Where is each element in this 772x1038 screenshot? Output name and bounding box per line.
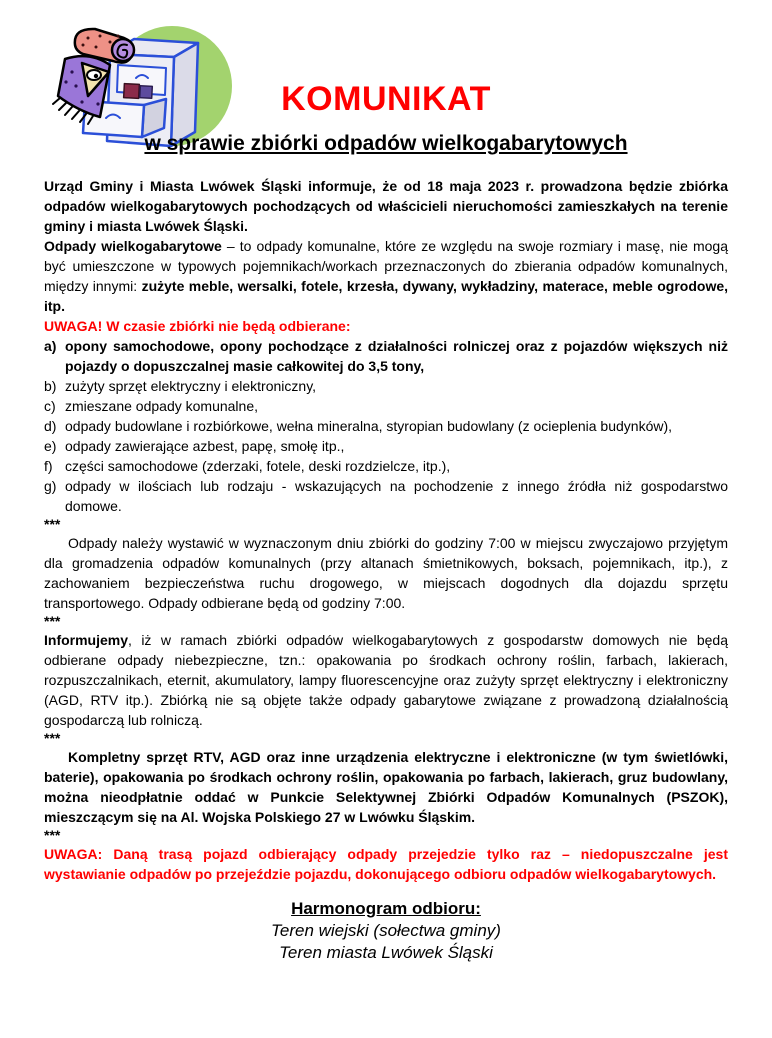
- placement-paragraph: Odpady należy wystawić w wyznaczonym dniu zbiórki do godziny 7:00 w miejscu zwyczajowo przyjętym dla gromadzenia odpadów komunalnych (przy altanach śmietnikowych, boksach, pojemnikach, itp.), z zachowaniem bezpieczeństwa ruchu drogowego, w miejscach dogodnych dla dojazdu sprzętu transportowego. Odpady odbierane będą od godziny 7:00.: [44, 535, 728, 611]
- schedule-area-rural: Teren wiejski (sołectwa gminy): [271, 921, 501, 940]
- list-item-marker: b): [44, 378, 57, 394]
- section-separator: ***: [44, 730, 61, 746]
- list-item-text: odpady budowlane i rozbiórkowe, wełna mineralna, styropian budowlany (z ocieplenia budynków),: [65, 418, 673, 434]
- route-warning-paragraph: UWAGA: Daną trasą pojazd odbierający odpady przejedzie tylko raz – niedopuszczalne jest wystawianie odpadów po przejeździe pojazdu, dokonującego odbioru odpadów wielkogabarytowych.: [44, 846, 728, 882]
- document-body: [0, 176, 772, 964]
- intro-paragraph: Urząd Gminy i Miasta Lwówek Śląski informuje, że od 18 maja 2023 r. prowadzona będzie zbiórka odpadów wielkogabarytowych pochodzących od właścicieli nieruchomości zamieszkałych na terenie gminy i miasta Lwówek Śląski.: [44, 178, 728, 234]
- page-subtitle: w sprawie zbiórki odpadów wielkogabarytowych: [144, 132, 628, 155]
- list-item-text: odpady w ilościach lub rodzaju - wskazujących na pochodzenie z innego źródła niż gospodarstwo domowe.: [65, 478, 728, 514]
- definition-term: Odpady wielkogabarytowe: [44, 238, 222, 254]
- page-title: KOMUNIKAT: [281, 80, 491, 118]
- list-item-f: [44, 456, 728, 476]
- warning-heading: UWAGA! W czasie zbiórki nie będą odbierane:: [44, 318, 351, 334]
- document-header: [0, 0, 772, 176]
- list-item-d: [44, 416, 728, 436]
- pszok-paragraph: Kompletny sprzęt RTV, AGD oraz inne urządzenia elektryczne i elektroniczne (w tym świetlówki, baterie), opakowania po środkach ochrony roślin, opakowania po farbach, lakierach, gruz budowlany, można nieodpłatnie oddać w Punkcie Selektywnej Zbiórki Odpadów Komunalnych (PSZOK), mieszczącym się na Al. Wojska Polskiego 27 w Lwówku Śląskim.: [44, 749, 728, 825]
- list-item-marker: a): [44, 338, 57, 354]
- info-lead: Informujemy: [44, 632, 129, 648]
- list-item-text: opony samochodowe, opony pochodzące z działalności rolniczej oraz z pojazdów większych niż pojazdy o dopuszczalnej masie całkowitej do 3,5 tony,: [65, 338, 728, 374]
- list-item-text: zużyty sprzęt elektryczny i elektroniczny,: [65, 378, 317, 394]
- list-item-c: [44, 396, 728, 416]
- section-separator: ***: [44, 516, 61, 532]
- list-item-text: części samochodowe (zderzaki, fotele, deski rozdzielcze, itp.),: [65, 458, 451, 474]
- list-item-marker: e): [44, 438, 57, 454]
- definition-examples: zużyte meble, wersalki, fotele, krzesła, dywany, wykładziny, materace, meble ogrodowe, itp.: [44, 278, 729, 314]
- list-item-b: [44, 376, 728, 396]
- list-item-g: [44, 476, 728, 516]
- list-item-marker: c): [44, 398, 56, 414]
- info-text: , iż w ramach zbiórki odpadów wielkogabarytowych z gospodarstw domowych nie będą odbierane odpady niebezpieczne, tzn.: opakowania po środkach ochrony roślin, farbach, lakierach, rozpuszczalnikach, eternit, akumulatory, lampy fluorescencyjne oraz zużyty sprzęt elektryczny i elektroniczny (AGD, RTV itp.). Zbiórką nie są objęte także odpady gabarytowe związane z prowadzoną działalnością gospodarczą lub rolniczą.: [44, 632, 728, 728]
- list-item-a: [44, 336, 728, 376]
- list-item-text: odpady zawierające azbest, papę, smołę itp.,: [65, 438, 345, 454]
- section-separator: ***: [44, 827, 61, 843]
- section-separator: ***: [44, 613, 61, 629]
- excluded-items-list: [44, 336, 728, 516]
- list-item-marker: f): [44, 458, 53, 474]
- definition-text: – to odpady komunalne, które ze względu na swoje rozmiary i masę, nie mogą być umieszczone w typowych pojemnikach/workach przeznaczonych do zbierania odpadów komunalnych, między innymi:: [44, 238, 728, 294]
- list-item-e: [44, 436, 728, 456]
- list-item-marker: d): [44, 418, 57, 434]
- list-item-marker: g): [44, 478, 57, 494]
- schedule-heading: Harmonogram odbioru:: [291, 899, 481, 918]
- schedule-area-city: Teren miasta Lwówek Śląski: [279, 943, 493, 962]
- list-item-text: zmieszane odpady komunalne,: [65, 398, 259, 414]
- info-paragraph: [44, 630, 728, 730]
- definition-paragraph: [44, 236, 728, 316]
